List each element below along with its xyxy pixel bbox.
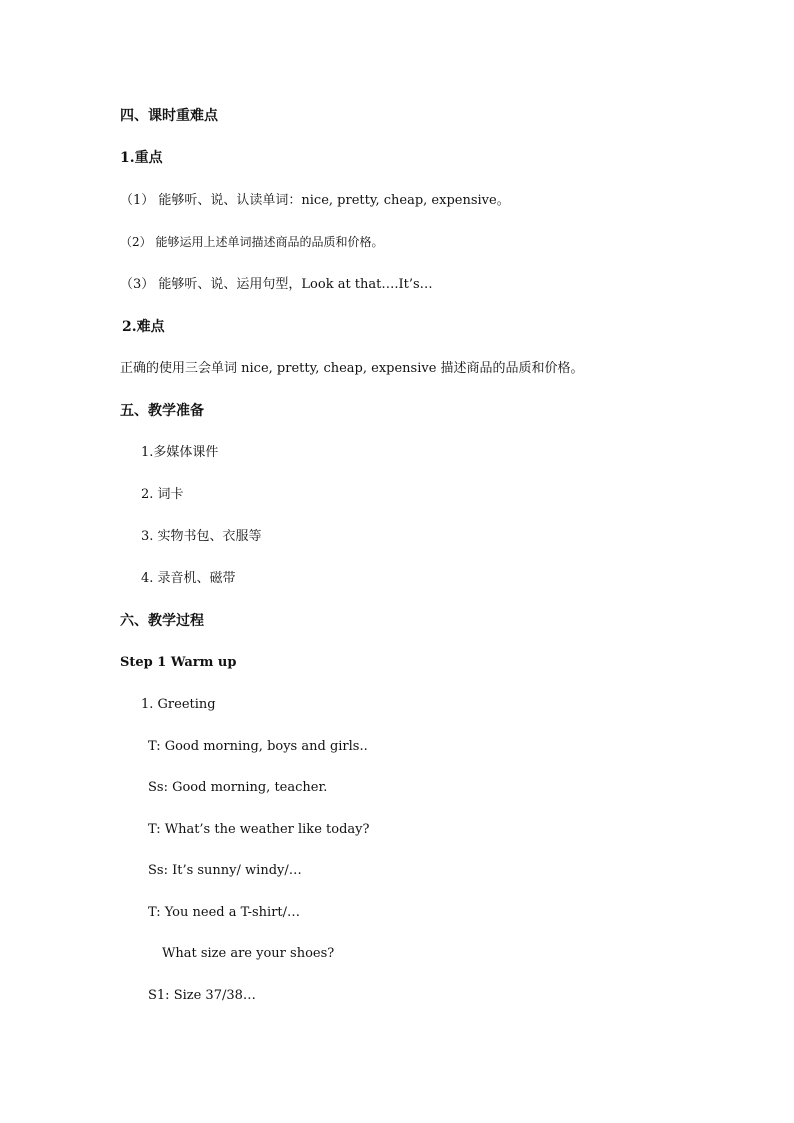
preparation-item: 2. 词卡 xyxy=(141,487,184,502)
dialogue-line: T: You need a T-shirt/… xyxy=(148,905,301,920)
dialogue-line: Ss: Good morning, teacher. xyxy=(148,780,328,795)
preparation-item: 1.多媒体课件 xyxy=(141,445,219,460)
key-point-item: （3） 能够听、说、运用句型，Look at that….It’s… xyxy=(120,277,433,292)
difficult-points-text: 正确的使用三会单词 nice, pretty, cheap, expensive 描述商品的品质和价格。 xyxy=(120,361,584,376)
difficult-points-heading: 2.难点 xyxy=(122,319,165,335)
dialogue-line: S1: Size 37/38… xyxy=(148,988,256,1003)
section6-heading: 六、教学过程 xyxy=(120,613,204,629)
dialogue-line: Ss: It’s sunny/ windy/… xyxy=(148,863,302,878)
dialogue-line: T: What’s the weather like today? xyxy=(148,822,370,837)
key-points-heading: 1.重点 xyxy=(120,150,163,166)
step1-heading: Step 1 Warm up xyxy=(120,655,237,670)
section5-heading: 五、教学准备 xyxy=(120,403,204,419)
key-point-item: （1） 能够听、说、认读单词：nice, pretty, cheap, expensive。 xyxy=(120,193,510,208)
greeting-heading: 1. Greeting xyxy=(141,697,216,712)
key-point-item: （2） 能够运用上述单词描述商品的品质和价格。 xyxy=(120,235,384,249)
dialogue-line: T: Good morning, boys and girls.. xyxy=(148,739,368,754)
preparation-item: 4. 录音机、磁带 xyxy=(141,571,236,586)
section4-heading: 四、课时重难点 xyxy=(120,108,218,124)
preparation-item: 3. 实物书包、衣服等 xyxy=(141,529,262,544)
dialogue-line: What size are your shoes? xyxy=(162,946,335,961)
